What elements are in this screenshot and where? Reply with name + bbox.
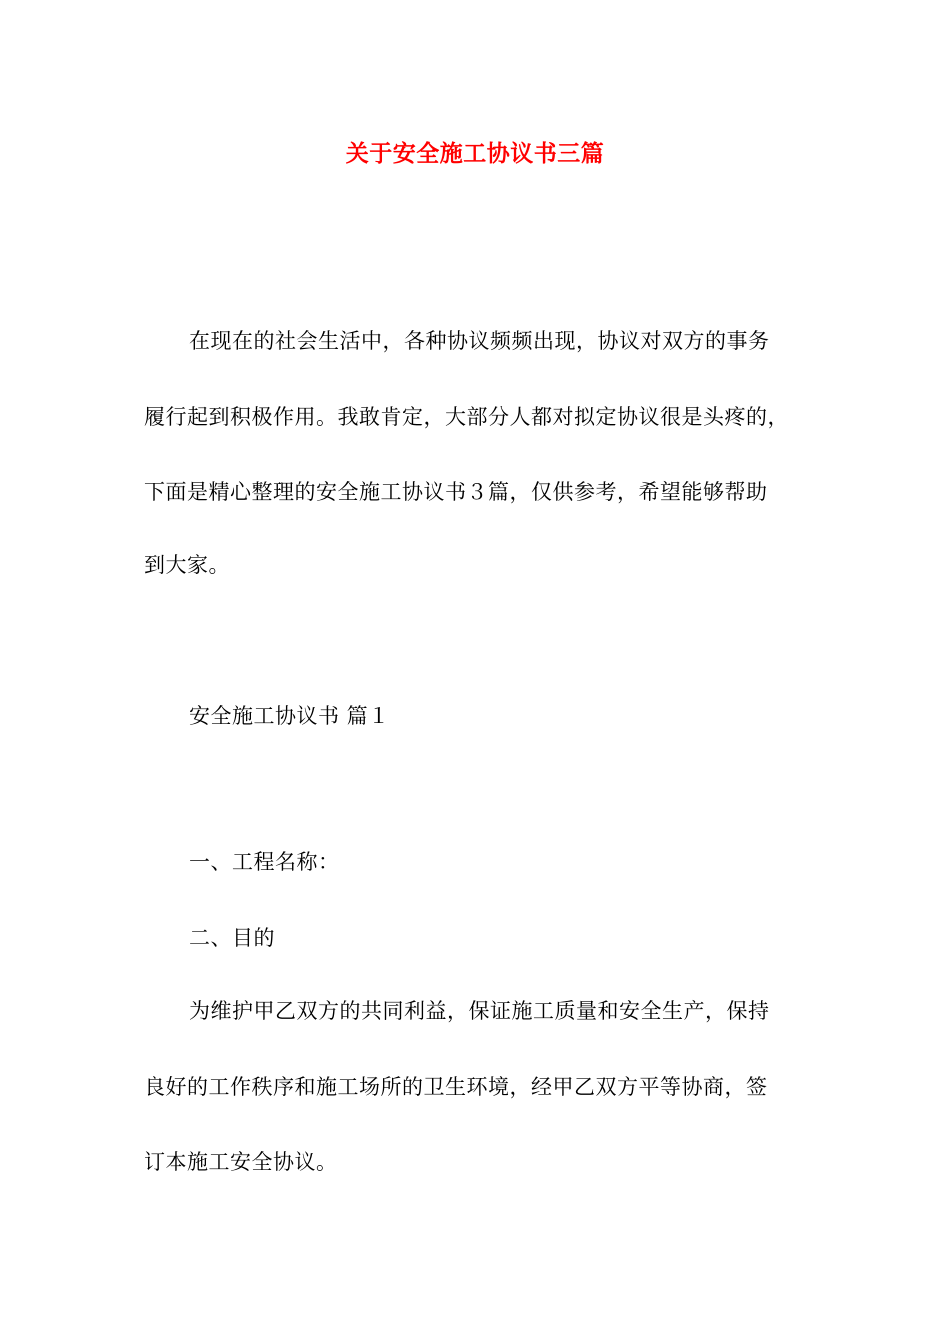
intro-line-4: 到大家。 [144, 553, 230, 577]
item-purpose: 二、目的 [189, 926, 275, 950]
section-heading: 安全施工协议书 篇１ [189, 704, 390, 728]
document-title: 关于安全施工协议书三篇 [345, 140, 605, 167]
intro-line-1: 在现在的社会生活中，各种协议频频出现，协议对双方的事务 [189, 329, 770, 353]
purpose-line-2: 良好的工作秩序和施工场所的卫生环境，经甲乙双方平等协商，签 [144, 1075, 768, 1099]
item-project-name: 一、工程名称： [189, 850, 340, 874]
purpose-line-3: 订本施工安全协议。 [144, 1150, 338, 1174]
intro-line-2: 履行起到积极作用。我敢肯定，大部分人都对拟定协议很是头疼的， [144, 405, 789, 429]
purpose-line-1: 为维护甲乙双方的共同利益，保证施工质量和安全生产，保持 [189, 999, 770, 1023]
intro-line-3: 下面是精心整理的安全施工协议书３篇，仅供参考，希望能够帮助 [144, 480, 768, 504]
